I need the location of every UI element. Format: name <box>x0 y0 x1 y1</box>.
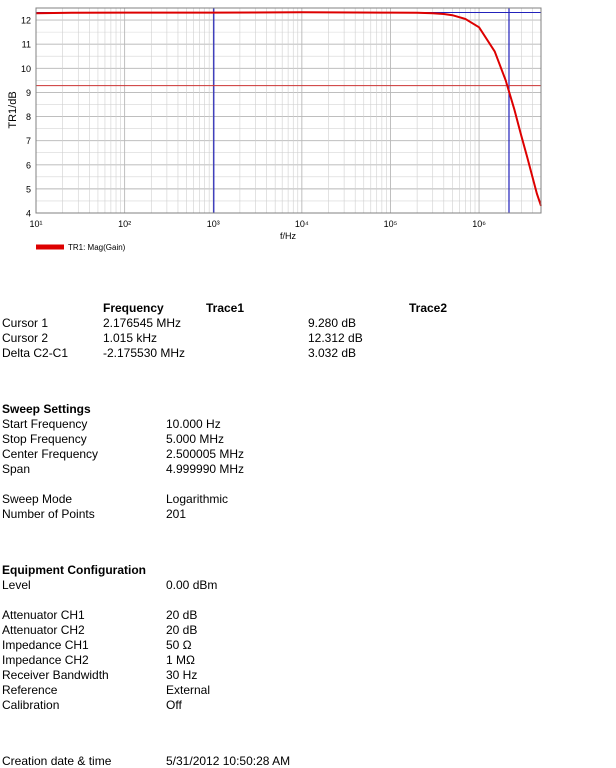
y-tick-label: 5 <box>25 184 31 195</box>
header-trace1: Trace1 <box>206 301 245 315</box>
center-frequency-label: Center Frequency <box>2 447 99 461</box>
y-tick-label: 4 <box>25 208 31 219</box>
attenuator-ch2-value: 20 dB <box>166 623 198 637</box>
start-frequency-label: Start Frequency <box>2 417 88 431</box>
x-tick-label: 10¹ <box>29 219 43 229</box>
span-value: 4.999990 MHz <box>166 462 245 476</box>
y-tick-label: 8 <box>25 112 31 123</box>
y-tick-label: 9 <box>25 87 31 98</box>
calibration-value: Off <box>166 698 182 712</box>
cursor2-trace1: 12.312 dB <box>308 331 363 345</box>
attenuator-ch2-label: Attenuator CH2 <box>2 623 85 637</box>
delta-label: Delta C2-C1 <box>2 346 69 360</box>
y-tick-label: 12 <box>20 15 31 26</box>
reference-value: External <box>166 683 211 697</box>
legend-entry: TR1: Mag(Gain) <box>68 243 126 252</box>
delta-frequency: -2.175530 MHz <box>103 346 186 360</box>
cursor1-frequency: 2.176545 MHz <box>103 316 182 330</box>
number-of-points-value: 201 <box>166 507 187 521</box>
y-tick-label: 11 <box>21 39 31 50</box>
span-label: Span <box>2 462 31 476</box>
start-frequency-value: 10.000 Hz <box>166 417 221 431</box>
legend-swatch <box>36 245 64 250</box>
x-tick-label: 10⁴ <box>294 219 309 229</box>
sweep-mode-value: Logarithmic <box>166 492 229 506</box>
impedance-ch2-value: 1 MΩ <box>166 653 195 667</box>
impedance-ch1-label: Impedance CH1 <box>2 638 89 652</box>
x-tick-label: 10² <box>118 219 132 229</box>
attenuator-ch1-label: Attenuator CH1 <box>2 608 85 622</box>
sweep-mode-label: Sweep Mode <box>2 492 73 506</box>
y-tick-label: 7 <box>25 136 31 147</box>
header-trace2: Trace2 <box>409 301 448 315</box>
x-tick-label: 10³ <box>206 219 220 229</box>
cursor1-trace1: 9.280 dB <box>308 316 357 330</box>
attenuator-ch1-value: 20 dB <box>166 608 198 622</box>
header-frequency: Frequency <box>103 301 164 315</box>
receiver-bandwidth-value: 30 Hz <box>166 668 198 682</box>
impedance-ch1-value: 50 Ω <box>166 638 192 652</box>
receiver-bandwidth-label: Receiver Bandwidth <box>2 668 109 682</box>
impedance-ch2-label: Impedance CH2 <box>2 653 89 667</box>
stop-frequency-label: Stop Frequency <box>2 432 87 446</box>
gain-chart <box>0 0 616 260</box>
y-tick-label: 10 <box>20 63 31 74</box>
sweep-settings-heading: Sweep Settings <box>2 402 91 416</box>
creation-date-value: 5/31/2012 10:50:28 AM <box>166 754 291 768</box>
level-label: Level <box>2 578 31 592</box>
x-tick-label: 10⁵ <box>383 219 398 229</box>
delta-trace1: 3.032 dB <box>308 346 357 360</box>
x-tick-label: 10⁶ <box>472 219 486 229</box>
creation-date-label: Creation date & time <box>2 754 112 768</box>
y-tick-label: 6 <box>25 160 31 171</box>
level-value: 0.00 dBm <box>166 578 218 592</box>
cursor2-frequency: 1.015 kHz <box>103 331 158 345</box>
cursor2-label: Cursor 2 <box>2 331 49 345</box>
y-axis-label: TR1/dB <box>7 91 19 129</box>
number-of-points-label: Number of Points <box>2 507 95 521</box>
reference-label: Reference <box>2 683 58 697</box>
center-frequency-value: 2.500005 MHz <box>166 447 245 461</box>
x-axis-label: f/Hz <box>279 231 297 241</box>
equipment-configuration-heading: Equipment Configuration <box>2 563 146 577</box>
stop-frequency-value: 5.000 MHz <box>166 432 225 446</box>
calibration-label: Calibration <box>2 698 60 712</box>
cursor1-label: Cursor 1 <box>2 316 49 330</box>
